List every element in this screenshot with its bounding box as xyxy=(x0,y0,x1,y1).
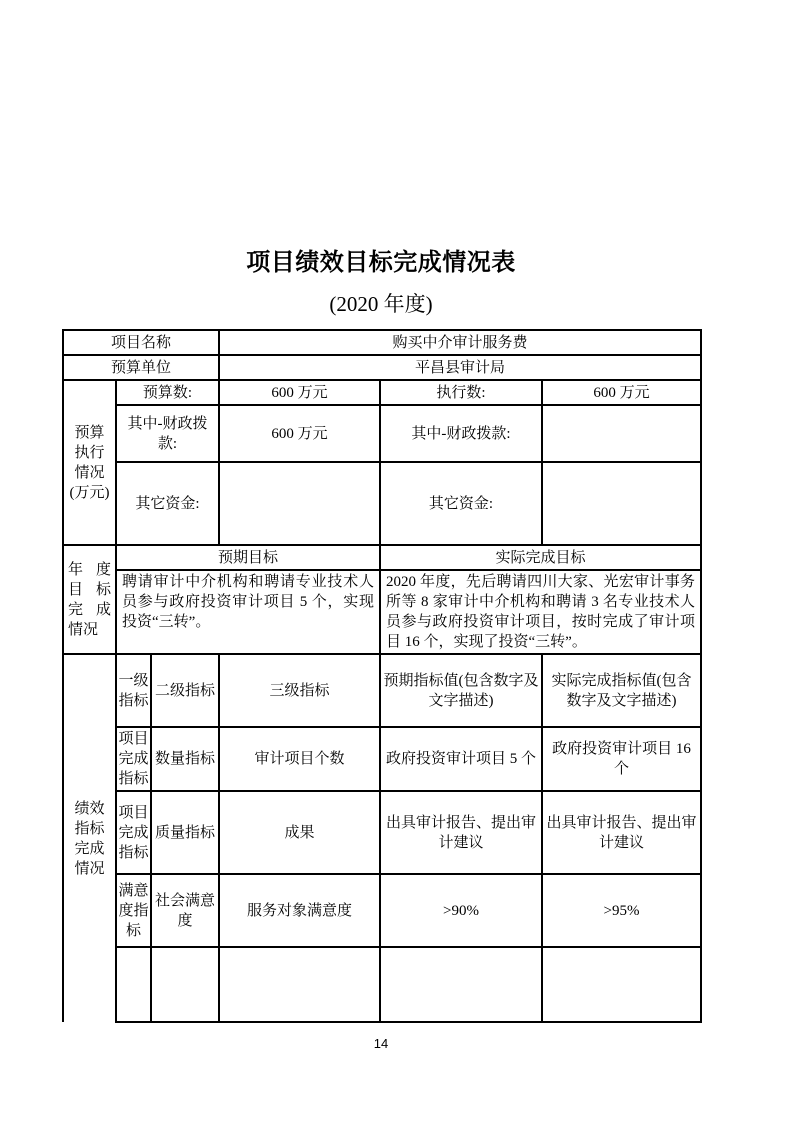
other-funds-label-left: 其它资金: xyxy=(116,462,219,545)
budget-amount-label: 预算数: xyxy=(116,380,219,405)
table-row xyxy=(63,355,701,380)
fiscal-allocation-label-left: 其中-财政拨款: xyxy=(116,405,219,462)
page-number: 14 xyxy=(373,1036,389,1051)
indicator-cell: 服务对象满意度 xyxy=(219,874,380,947)
indicator-level2-header: 二级指标 xyxy=(151,654,219,727)
indicator-cell: 社会满意度 xyxy=(151,874,219,947)
project-name-label: 项目名称 xyxy=(63,330,219,355)
table-row xyxy=(63,874,701,947)
indicator-cell xyxy=(219,947,380,1022)
indicator-cell: 成果 xyxy=(219,791,380,874)
expected-goal-header: 预期目标 xyxy=(116,545,380,570)
other-funds-label-right: 其它资金: xyxy=(380,462,542,545)
table-row xyxy=(63,462,701,545)
page-title: 项目绩效目标完成情况表 xyxy=(246,250,516,276)
indicator-cell: 出具审计报告、提出审计建议 xyxy=(380,791,542,874)
budget-unit-label: 预算单位 xyxy=(63,355,219,380)
indicator-cell: 审计项目个数 xyxy=(219,727,380,791)
other-funds-value-left xyxy=(219,462,380,545)
table-row xyxy=(63,947,701,1022)
indicator-cell: >95% xyxy=(542,874,701,947)
project-name-value: 购买中介审计服务费 xyxy=(219,330,701,355)
indicator-cell: 出具审计报告、提出审计建议 xyxy=(542,791,701,874)
fiscal-allocation-value-left: 600 万元 xyxy=(219,405,380,462)
indicator-cell: 满意度指标 xyxy=(116,874,151,947)
actual-goal-text: 2020 年度，先后聘请四川大家、光宏审计事务所等 8 家审计中介机构和聘请 3 名专业技术人员参与政府投资审计项目，按时完成了审计项目 16 个，实现了投资“三转”。 xyxy=(380,570,701,654)
budget-section-header: 预算执行情况(万元) xyxy=(63,380,116,545)
indicator-cell xyxy=(151,947,219,1022)
actual-goal-header: 实际完成目标 xyxy=(380,545,701,570)
page-subtitle: (2020 年度) xyxy=(329,292,433,316)
table-row xyxy=(63,570,701,654)
indicator-cell xyxy=(380,947,542,1022)
indicator-cell: 项目完成指标 xyxy=(116,791,151,874)
table-row xyxy=(63,654,701,727)
indicator-cell xyxy=(542,947,701,1022)
table-row xyxy=(63,545,701,570)
table-row xyxy=(63,727,701,791)
indicator-level3-header: 三级指标 xyxy=(219,654,380,727)
table-row xyxy=(63,791,701,874)
indicator-level1-header: 一级指标 xyxy=(116,654,151,727)
indicator-section-header: 绩效指标完成情况 xyxy=(63,654,116,1022)
expected-goal-text: 聘请审计中介机构和聘请专业技术人员参与政府投资审计项目 5 个，实现投资“三转”。 xyxy=(116,570,380,654)
document-content xyxy=(62,0,700,1051)
indicator-cell: 政府投资审计项目 16 个 xyxy=(542,727,701,791)
indicator-cell: 质量指标 xyxy=(151,791,219,874)
fiscal-allocation-label-right: 其中-财政拨款: xyxy=(380,405,542,462)
indicator-cell: >90% xyxy=(380,874,542,947)
table-row xyxy=(63,405,701,462)
actual-indicator-header: 实际完成指标值(包含数字及文字描述) xyxy=(542,654,701,727)
indicator-cell: 项目完成指标 xyxy=(116,727,151,791)
fiscal-allocation-value-right xyxy=(542,405,701,462)
execution-amount-value: 600 万元 xyxy=(542,380,701,405)
execution-amount-label: 执行数: xyxy=(380,380,542,405)
other-funds-value-right xyxy=(542,462,701,545)
expected-indicator-header: 预期指标值(包含数字及文字描述) xyxy=(380,654,542,727)
indicator-cell: 数量指标 xyxy=(151,727,219,791)
annual-goal-section-header: 年度目标完成情况 xyxy=(63,545,116,654)
performance-table xyxy=(62,329,702,1023)
indicator-cell: 政府投资审计项目 5 个 xyxy=(380,727,542,791)
indicator-cell xyxy=(116,947,151,1022)
table-row xyxy=(63,330,701,355)
table-row xyxy=(63,380,701,405)
budget-unit-value: 平昌县审计局 xyxy=(219,355,701,380)
budget-amount-value: 600 万元 xyxy=(219,380,380,405)
